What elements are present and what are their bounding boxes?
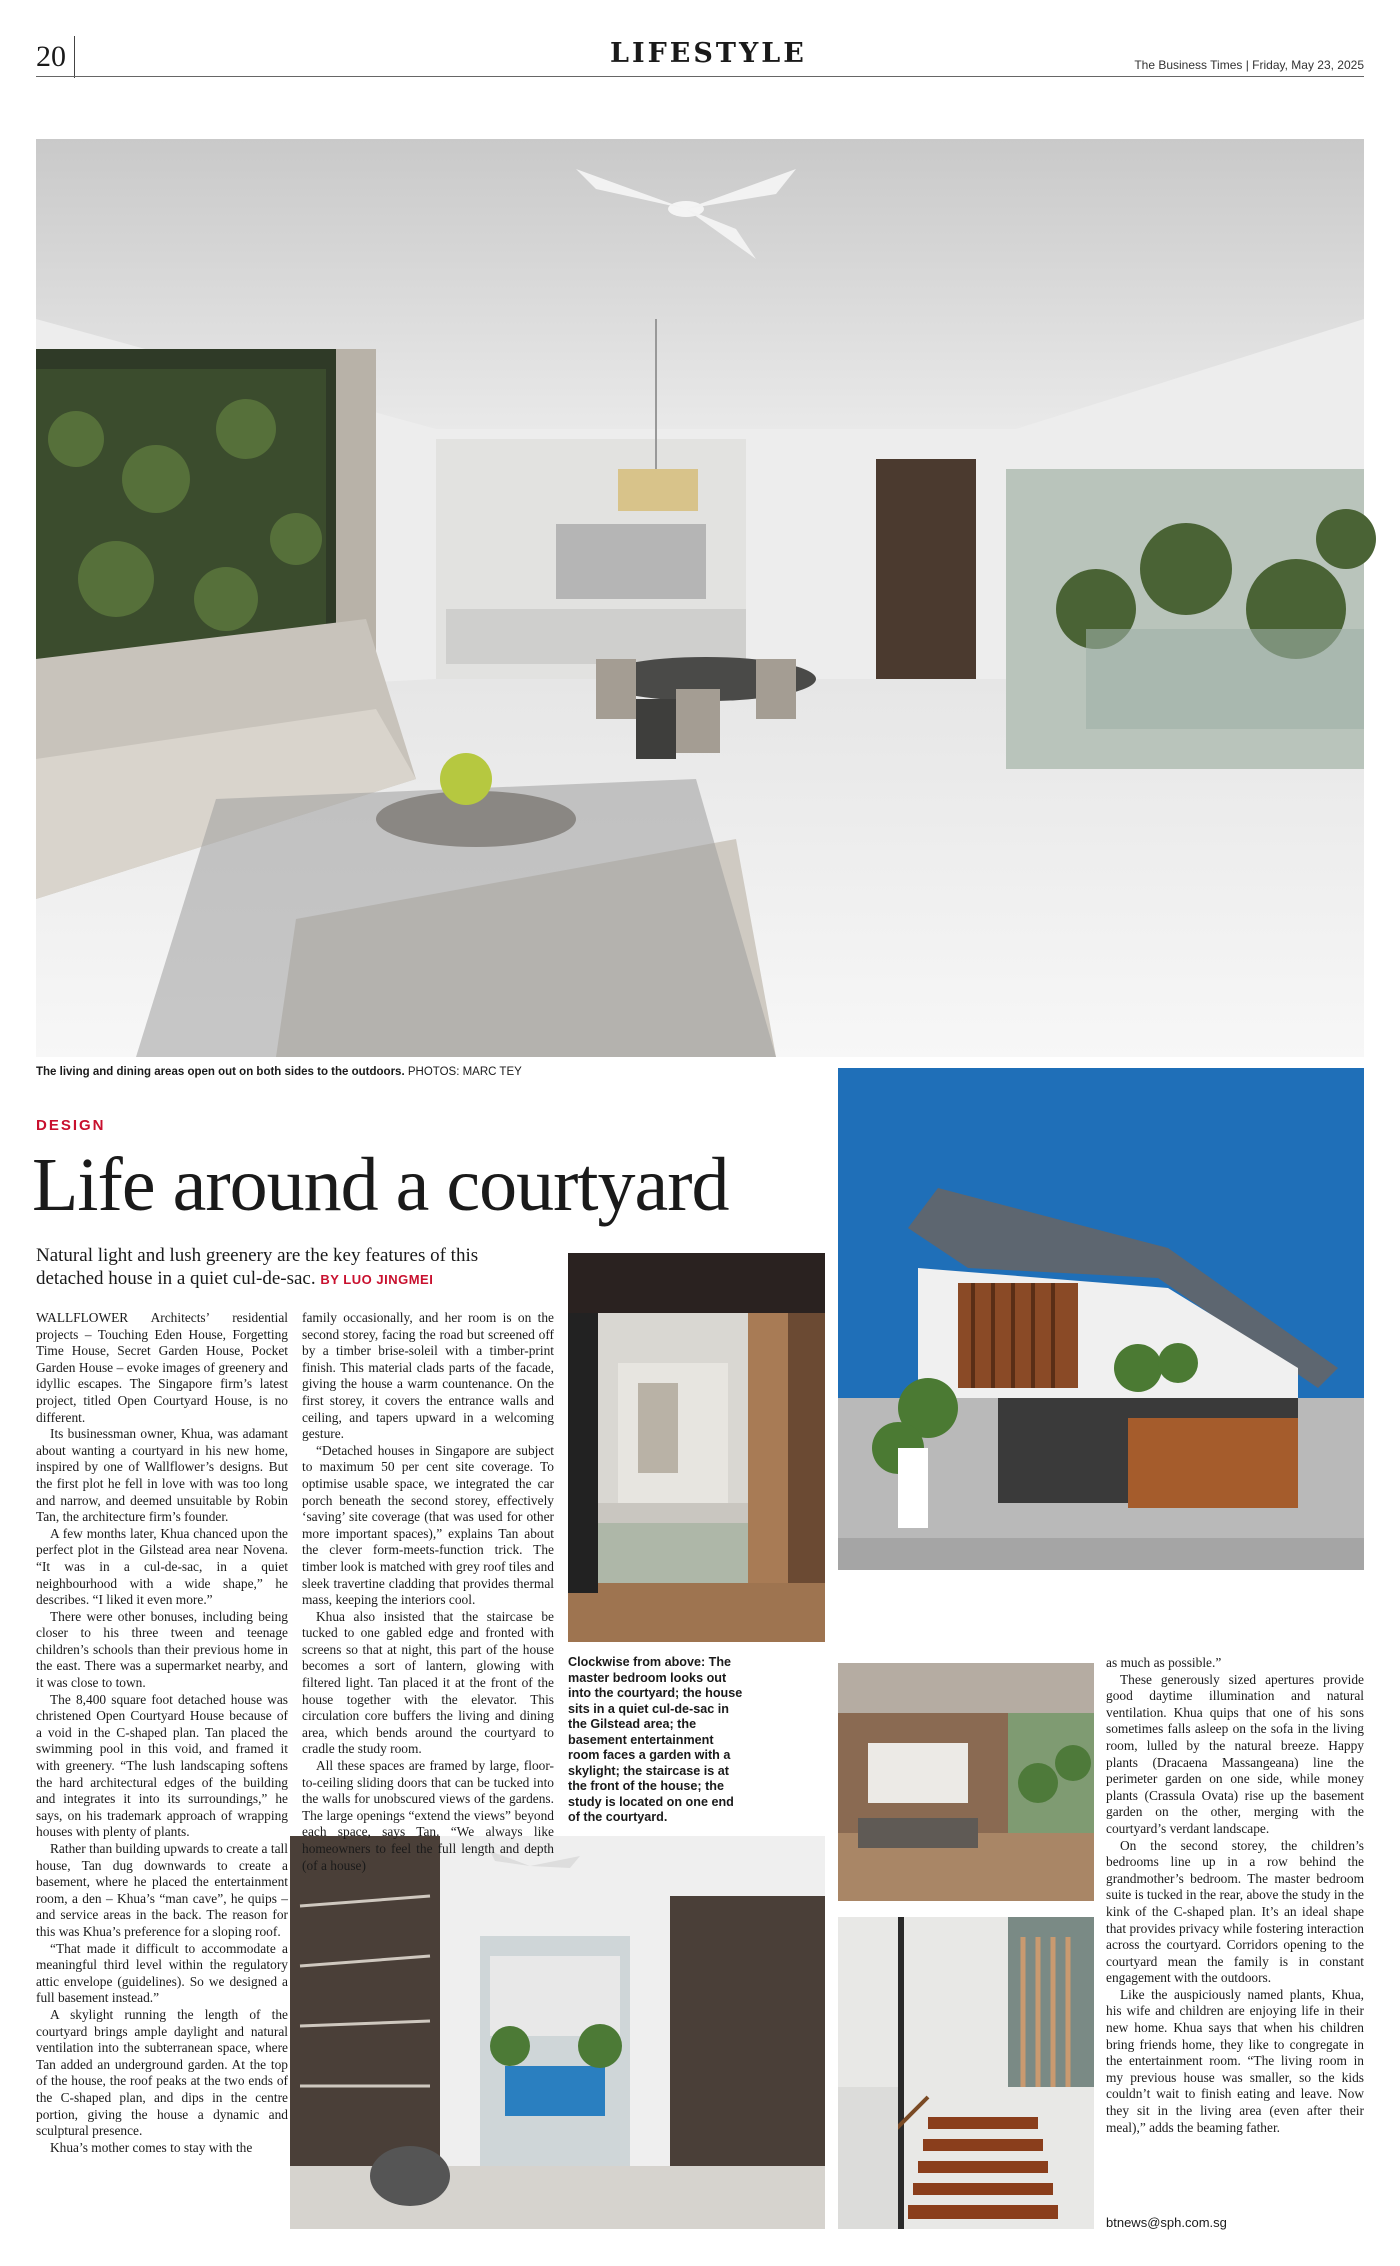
paragraph: Like the auspiciously named plants, Khua, his wife and children are enjoying life in their new home. Khua says that when his children bring friends home, they like to congregate in the entertainment room. “The living room in my previous house was smaller, so the kids couldn’t wait to finish eating and leave. Now they sit in the living area (even after their meal),” adds the beaming father.	[1106, 1986, 1364, 2135]
kicker: DESIGN	[36, 1117, 106, 1134]
author-email[interactable]: btnews@sph.com.sg	[1106, 2215, 1227, 2230]
paragraph: Rather than building upwards to create a tall house, Tan dug downwards to create a basement, where he placed the entertainment room, a den – Khua’s “man cave”, he quips – and service areas in the back. The reason for this was Khua’s preference for a sloping roof.	[36, 1841, 288, 1939]
page-number-divider	[74, 36, 75, 78]
paragraph: The 8,400 square foot detached house was christened Open Courtyard House because of a void in the C-shaped plan. Tan placed the swimming pool in this void, and framed it with greenery. “The lush landscaping softens the hard architectural edges of the building and integrates it into its surroundings,” he says, on his trademark approach of wrapping houses with plenty of plants.	[36, 1691, 288, 1840]
hero-caption-text: The living and dining areas open out on both sides to the outdoors.	[36, 1066, 405, 1078]
master-bedroom-photo	[568, 1253, 825, 1642]
paragraph: These generously sized apertures provide good daytime illumination and natural ventilation. Khua quips that one of his sons sometimes falls asleep on the sofa in the living room, lulled by the natural breeze. Happy plants (Dracaena Massangeana) line the perimeter garden on one side, while money plants (Crassula Ovata) rise up the basement garden on the other, merging with the courtyard’s verdant landscape.	[1106, 1671, 1364, 1836]
paragraph: as much as possible.”	[1106, 1655, 1222, 1670]
paragraph: Khua’s mother comes to stay with the	[50, 2139, 253, 2155]
paragraph: family occasionally, and her room is on the second storey, facing the road but screened off by a timber brise-soleil with a timber-print finish. This material clads parts of the facade, giving the house a warm countenance. On the first storey, it covers the entrance walls and ceiling, and tapers upward in a welcoming gesture.	[302, 1310, 554, 1442]
paragraph: All these spaces are framed by large, floor-to-ceiling sliding doors that can be tucked into the walls for unobscured views of the gardens. The large openings “extend the views” beyond each space, says Tan. “We always like homeowners to feel the full length and depth (of a house)	[302, 1758, 554, 1873]
article-column-2	[302, 1310, 554, 1873]
headline: Life around a courtyard	[32, 1143, 729, 1227]
header-rule	[36, 76, 1364, 77]
paragraph: Khua also insisted that the staircase be tucked to one gabled edge and fronted with screens so that at night, this part of the house becomes a sort of lantern, glowing with filtered light. Tan placed it at the front of the house together with the elevator. This circulation core buffers the living and dining area, which bends around the courtyard to cradle the study room.	[302, 1608, 554, 1757]
standfirst-text: Natural light and lush greenery are the key features of this detached house in a quiet cul-de-sac.	[36, 1245, 479, 1289]
standfirst	[36, 1244, 536, 1291]
hero-photo-credit: PHOTOS: MARC TEY	[407, 1066, 522, 1078]
paragraph: A skylight running the length of the courtyard brings ample daylight and natural ventilation into the subterranean space, where Tan added an underground garden. At the top of the house, the roof peaks at the two ends of the C-shaped plan, and dips in the centre portion, giving the house a dynamic and sculptural presence.	[36, 2006, 288, 2139]
paragraph: There were other bonuses, including being closer to his three tween and teenage children’s schools than their previous home in the east. There was a supermarket nearby, and it was close to town.	[36, 1608, 288, 1691]
article-column-1	[36, 1310, 288, 2222]
page-number: 20	[36, 40, 66, 73]
article-column-4	[1106, 1655, 1364, 2210]
entertainment-room-photo	[838, 1663, 1094, 1901]
paragraph: “Detached houses in Singapore are subject to maximum 50 per cent site coverage. To optimise usable space, we integrated the car porch beneath the second storey, effectively ‘saving’ site coverage (that was used for other more important spaces),” explains Tan about the clever form-meets-function trick. The timber look is matched with grey roof tiles and sleek travertine cladding that provides thermal mass, keeping the interiors cool.	[302, 1442, 554, 1608]
hero-photo-living-dining	[36, 139, 1364, 1057]
exterior-house-photo	[838, 1068, 1364, 1570]
paragraph: WALLFLOWER Architects’ residential projects – Touching Eden House, Forgetting Time House, Secret Garden House, Pocket Garden House – evoke images of greenery and idyllic escapes. The Singapore firm’s latest project, titled Open Courtyard House, is no different.	[36, 1310, 288, 1425]
paragraph: A few months later, Khua chanced upon the perfect plot in the Gilstead area near Novena. “It was in a cul-de-sac, in a quiet neighbourhood with a wide shape,” he describes. “I liked it even more.”	[36, 1525, 288, 1608]
dateline: The Business Times | Friday, May 23, 2025	[1134, 58, 1364, 72]
paragraph: On the second storey, the children’s bedrooms line up in a row behind the grandmother’s bedroom. The master bedroom suite is tucked in the rear, above the study in the kink of the C-shaped plan. It’s an ideal shape that provides privacy while fostering interaction across the courtyard. Corridors opening to the courtyard mean the family is in constant engagement with the outdoors.	[1106, 1837, 1364, 1986]
photo-caption-clockwise: Clockwise from above: The master bedroom looks out into the courtyard; the house sits in a quiet cul-de-sac in the Gilstead area; the basement entertainment room faces a garden with a skylight; the staircase is at the front of the house; the study is located on one end of the courtyard.	[568, 1655, 743, 1824]
study-room-photo	[290, 1836, 825, 2229]
byline: BY LUO JINGMEI	[320, 1272, 434, 1287]
paragraph: Its businessman owner, Khua, was adamant about wanting a courtyard in his new home, inspired by one of Wallflower’s designs. But the first plot he fell in love with was too long and narrow, and deemed unsuitable by Robin Tan, the architecture firm’s founder.	[36, 1426, 288, 1525]
paragraph: “That made it difficult to accommodate a meaningful third level within the regulatory attic envelope (guidelines). So we designed a full basement instead.”	[36, 1940, 288, 2006]
section-title: LIFESTYLE	[610, 38, 807, 69]
staircase-photo	[838, 1917, 1094, 2229]
